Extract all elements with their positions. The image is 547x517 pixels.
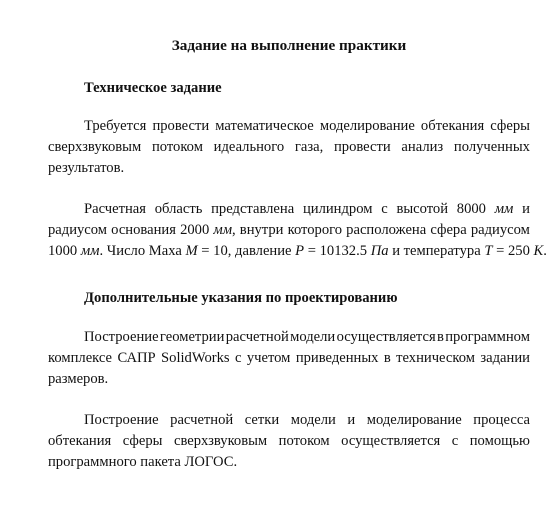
page-title: Задание на выполнение практики	[171, 37, 407, 54]
paragraph-line: Построение геометрии расчетной модели осуществляется в программном	[84, 329, 530, 345]
paragraph-line: результатов.	[48, 160, 125, 176]
paragraph-geometry	[48, 327, 530, 390]
paragraph-line: обтекания сферы сверхзвуковым потоком осуществляется с помощью	[48, 433, 530, 449]
paragraph-line: комплексе САПР SolidWorks с учетом приведенных в техническом задании	[48, 350, 530, 366]
paragraph-line: сверхзвуковым потоком идеального газа, провести анализ полученных	[48, 139, 530, 155]
section-heading-design-notes: Дополнительные указания по проектированию	[84, 290, 398, 306]
paragraph-line: Требуется провести математическое моделирование обтекания сферы	[84, 118, 530, 134]
section-heading-technical-task: Техническое задание	[84, 80, 222, 96]
paragraph-line: Расчетная область представлена цилиндром с высотой 8000 мм и	[84, 201, 530, 217]
paragraph-line: радиусом основания 2000 мм, внутри которого расположена сфера радиусом	[48, 222, 530, 238]
paragraph-line: Построение расчетной сетки модели и моделирование процесса	[84, 412, 530, 428]
paragraph-line: 1000 мм. Число Маха M = 10, давление P = 10132.5 Па и температура T = 250 K.	[48, 243, 547, 259]
paragraph-requirement	[48, 116, 530, 179]
paragraph-line: размеров.	[48, 371, 109, 387]
paragraph-computational-domain	[48, 199, 547, 262]
paragraph-line: программного пакета ЛОГОС.	[48, 454, 238, 470]
paragraph-mesh	[48, 410, 530, 473]
